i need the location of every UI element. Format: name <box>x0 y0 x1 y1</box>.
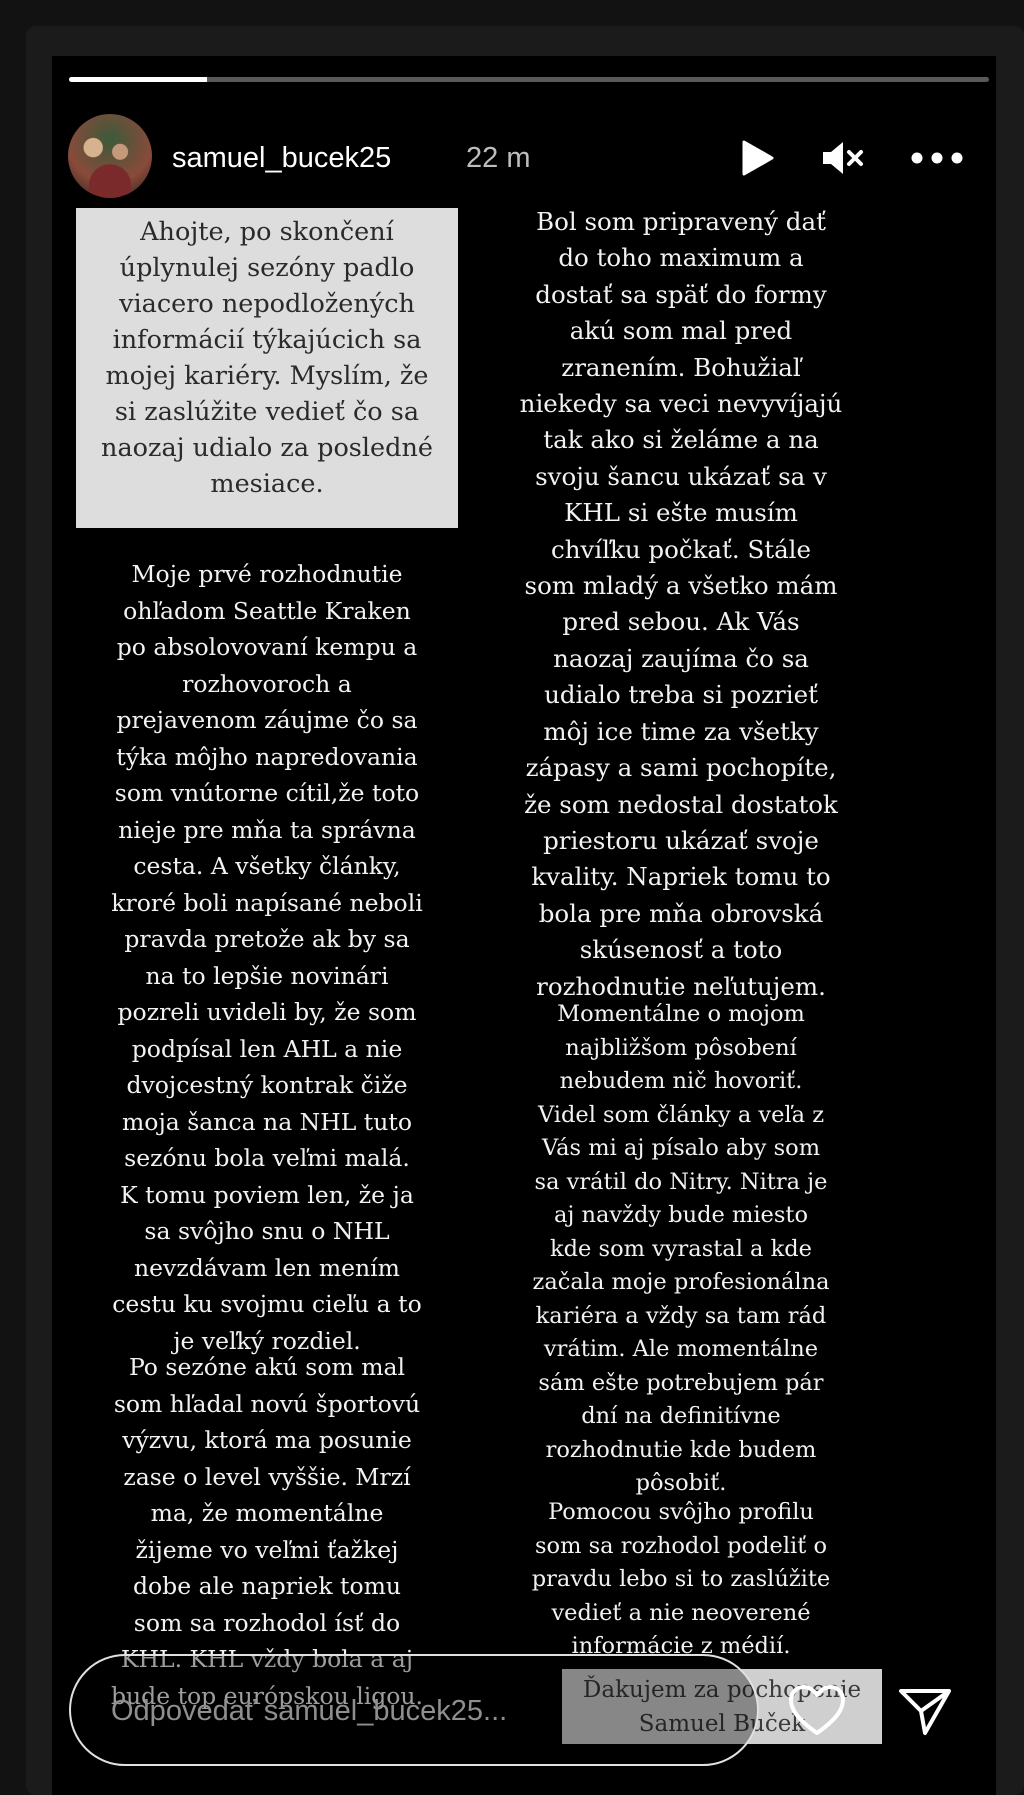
signature-box: Ďakujem za pochopenie Samuel Buček <box>562 1669 882 1744</box>
left-paragraph-1: Moje prvé rozhodnutie ohľadom Seattle Kraken po absolovovaní kempu a rozhovoroch a prejavenom záujme čo sa týka môjho napredovania som vnútorne cítil,že toto nieje pre mňa ta správna cesta. A všetky články, kroré boli napísané neboli pravda pretože ak by sa na to lepšie novinári pozreli uvideli by, že som podpísal len AHL a nie dvojcestný kontrak čiže moja šanca na NHL tuto sezónu bola veľmi malá. K tomu poviem len, že ja sa svôjho snu o NHL nevzdávam len mením cestu ku svojmu cieľu a to je veľký rozdiel. <box>111 560 423 1355</box>
heart-icon[interactable] <box>787 1683 847 1739</box>
send-icon[interactable] <box>895 1683 955 1739</box>
time-ago: 22 m <box>466 142 531 174</box>
story-progress-bar <box>69 77 989 82</box>
story-container[interactable] <box>52 56 996 1795</box>
username[interactable]: samuel_bucek25 <box>172 142 392 174</box>
right-paragraph-2: Momentálne o mojom najbližšom pôsobení nebudem nič hovoriť. Videl som články a veľa z Vás mi aj písalo aby som sa vrátil do Nitry. Nitra je aj navždy bude miesto kde som vyrastal a kde začala moje profesionálna kariéra a vždy sa tam rád vrátim. Ale momentálne sám ešte potrebujem pár dní na definitívne rozhodnutie kde budem pôsobiť. <box>532 1001 830 1496</box>
play-icon[interactable] <box>732 134 780 182</box>
reply-input[interactable] <box>109 1690 593 1732</box>
right-paragraph-3: Pomocou svôjho profilu som sa rozhodol podeliť o pravdu lebo si to zaslúžite vedieť a nie neoverené informácie z médií. <box>531 1499 831 1659</box>
reply-bar[interactable] <box>69 1654 759 1766</box>
right-paragraph-1: Bol som pripravený dať do toho maximum a dostať sa späť do formy akú som mal pred zranením. Bohužiaľ niekedy sa veci nevyvíjajú tak ako si želáme a na svoju šancu ukázať sa v KHL si ešte musím chvíľku počkať. Stále som mladý a všetko mám pred sebou. Ak Vás naozaj zaujíma čo sa udialo treba si pozrieť môj ice time za všetky zápasy a sami pochopíte, že som nedostal dostatok priestoru ukázať svoje kvality. Napriek tomu to bola pre mňa obrovská skúsenosť a toto rozhodnutie neľutujem. <box>519 207 843 1001</box>
muted-speaker-icon[interactable] <box>817 134 865 182</box>
more-options-icon[interactable] <box>907 134 967 182</box>
left-paragraph-2: Po sezóne akú som mal som hľadal novú športovú výzvu, ktorá ma posunie zase o level vyššie. Mrzí ma, že momentálne žijeme vo veľmi ťažkej dobe ale napriek tomu som sa rozhodol ísť do KHL. KHL vždy bola a aj bude top európskou ligou. <box>110 1353 424 1710</box>
intro-text-box: Ahojte, po skončení úplynulej sezóny padlo viacero nepodložených informácií týkajúcich sa mojej kariéry. Myslím, že si zaslúžite vedieť čo sa naozaj udialo za posledné mesiace. <box>76 208 458 528</box>
story-progress-fill <box>69 77 207 82</box>
avatar[interactable] <box>68 114 152 198</box>
